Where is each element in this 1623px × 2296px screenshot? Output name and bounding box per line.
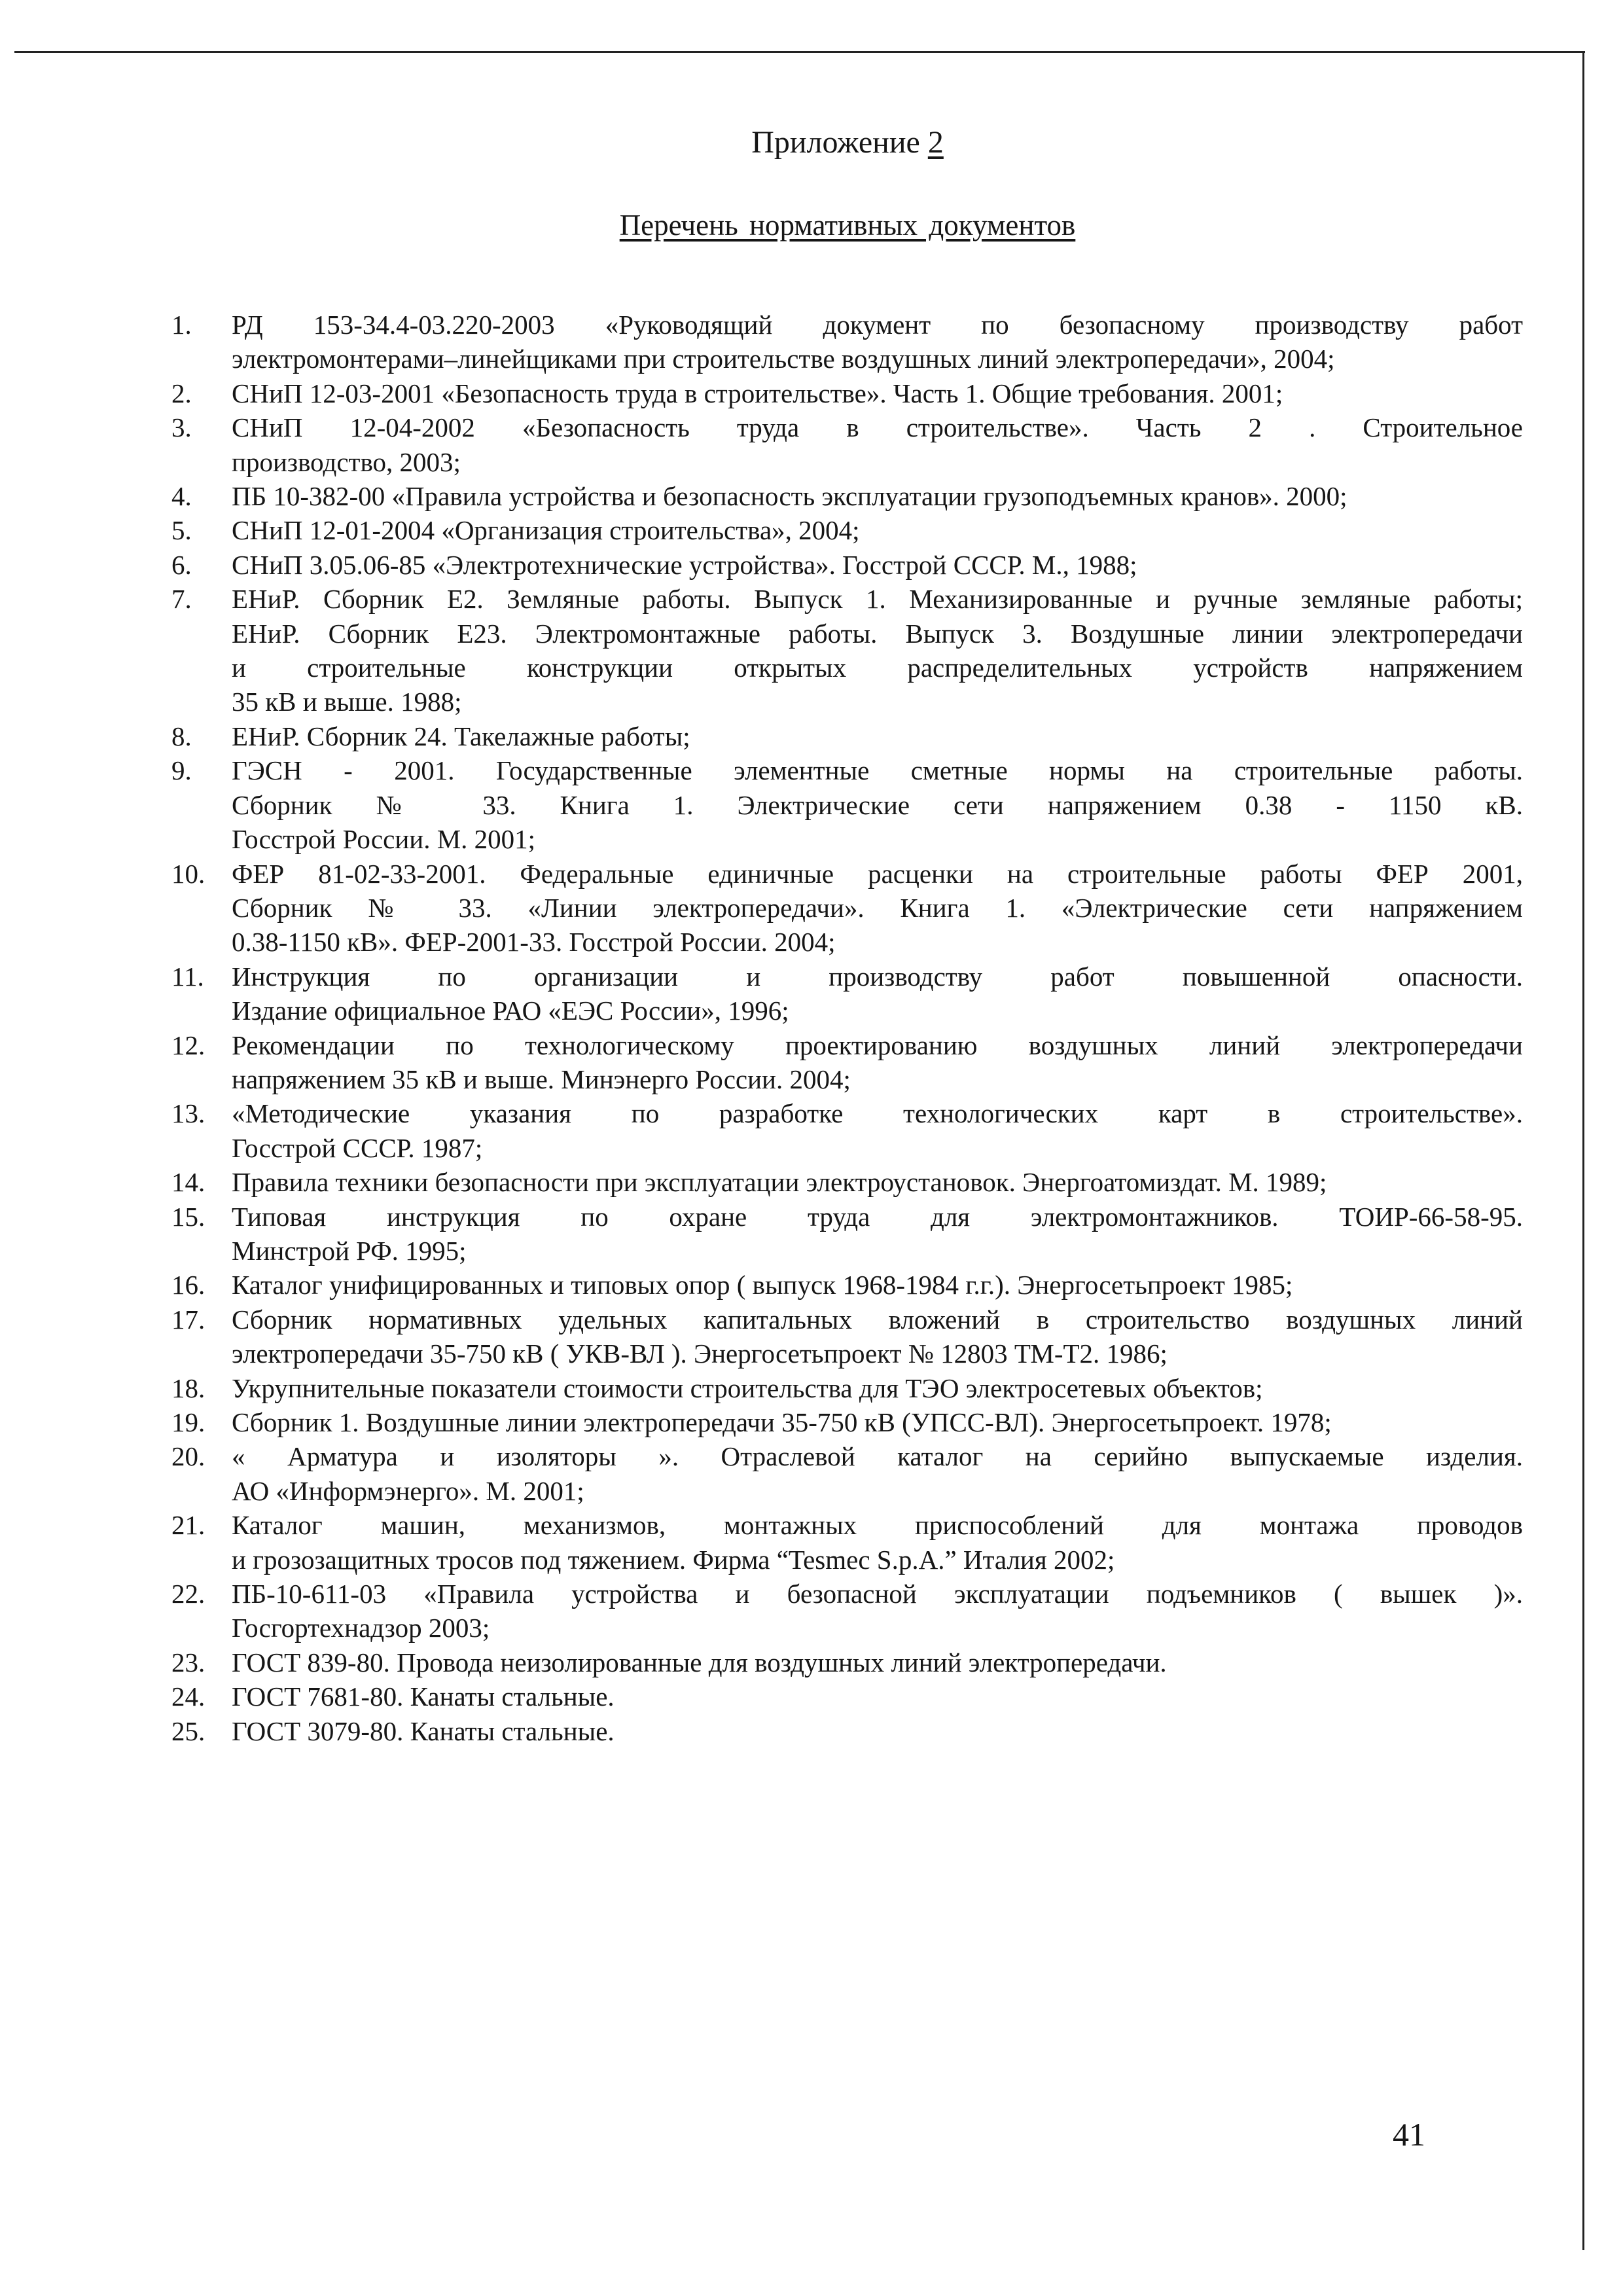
item-number: 3. — [171, 412, 192, 443]
item-text-line: ЕНиР. Сборник 24. Такелажные работы; — [232, 721, 690, 751]
item-text-line: Каталог машин, механизмов, монтажных приспособлений для монтажа проводов — [232, 1510, 1523, 1541]
item-text-line: ГОСТ 3079-80. Канаты стальные. — [232, 1715, 615, 1746]
top-border-line — [14, 51, 1585, 53]
item-text-line: Типовая инструкция по охране труда для электромонтажников. ТОИР-66-58-95. — [232, 1201, 1523, 1232]
item-text-line: Укрупнительные показатели стоимости строительства для ТЭО электросетевых объектов; — [232, 1372, 1263, 1403]
item-text-line: ГОСТ 839-80. Провода неизолированные для воздушных линий электропередачи. — [232, 1647, 1167, 1677]
item-text-line: Рекомендации по технологическому проектированию воздушных линий электропередачи — [232, 1030, 1523, 1060]
item-number: 23. — [171, 1647, 205, 1677]
list-item — [171, 1200, 1523, 1268]
item-text-line: и грозозащитных тросов под тяжением. Фирма “Tesmec S.p.A.” Италия 2002; — [232, 1544, 1115, 1575]
item-text-line: « Арматура и изоляторы ». Отраслевой каталог на серийно выпускаемые изделия. — [232, 1441, 1523, 1472]
list-item — [171, 410, 1523, 479]
item-number: 2. — [171, 378, 192, 408]
list-item — [171, 376, 1523, 410]
item-text-line: ПБ-10-611-03 «Правила устройства и безопасной эксплуатации подъемников ( вышек )». — [232, 1579, 1523, 1609]
item-number: 22. — [171, 1579, 205, 1609]
item-text-line: Минстрой РФ. 1995; — [232, 1235, 467, 1266]
appendix-heading — [0, 124, 1623, 160]
item-text-line: 35 кВ и выше. 1988; — [232, 687, 462, 717]
list-item — [171, 1165, 1523, 1199]
item-text-line: Госгортехнадзор 2003; — [232, 1613, 490, 1643]
list-item — [171, 1302, 1523, 1371]
item-number: 9. — [171, 755, 192, 786]
list-item — [171, 582, 1523, 719]
item-text-line: ГОСТ 7681-80. Канаты стальные. — [232, 1681, 615, 1712]
item-number: 20. — [171, 1441, 205, 1472]
item-number: 11. — [171, 961, 204, 992]
item-number: 18. — [171, 1372, 205, 1403]
item-text-line: Издание официальное РАО «ЕЭС России», 1996; — [232, 996, 789, 1026]
item-text-line: Правила техники безопасности при эксплуатации электроустановок. Энергоатомиздат. М. 1989; — [232, 1167, 1327, 1198]
item-number: 15. — [171, 1201, 205, 1232]
item-text-line: электромонтерами–линейщиками при строительстве воздушных линий электропередачи», 2004; — [232, 344, 1335, 374]
item-text-line: Госстрой СССР. 1987; — [232, 1132, 483, 1163]
item-text-line: «Методические указания по разработке технологических карт в строительстве». — [232, 1098, 1523, 1129]
item-number: 14. — [171, 1167, 205, 1198]
item-text-line: Сборник № 33. «Линии электропередачи». Книга 1. «Электрические сети напряжением — [232, 892, 1523, 923]
list-item — [171, 1371, 1523, 1405]
appendix-number: 2 — [927, 125, 944, 160]
list-item — [171, 719, 1523, 753]
item-text-line: СНиП 12-01-2004 «Организация строительства», 2004; — [232, 515, 860, 546]
item-text-line: электропередачи 35-750 кВ ( УКВ-ВЛ ). Энергосетьпроект № 12803 ТМ-Т2. 1986; — [232, 1338, 1168, 1369]
item-number: 19. — [171, 1407, 205, 1437]
item-number: 10. — [171, 858, 205, 889]
list-item — [171, 1577, 1523, 1645]
item-number: 24. — [171, 1681, 205, 1712]
list-item — [171, 1096, 1523, 1165]
item-number: 17. — [171, 1304, 205, 1335]
item-number: 13. — [171, 1098, 205, 1129]
list-item — [171, 548, 1523, 582]
list-item — [171, 1679, 1523, 1713]
document-title: Перечень нормативных документов — [619, 209, 1076, 242]
item-number: 1. — [171, 310, 192, 340]
regulatory-documents-list — [171, 308, 1523, 1748]
item-text-line: 0.38-1150 кВ». ФЕР-2001-33. Госстрой России. 2004; — [232, 927, 836, 958]
list-item — [171, 1439, 1523, 1508]
item-text-line: АО «Информэнерго». М. 2001; — [232, 1475, 584, 1506]
item-text-line: Каталог унифицированных и типовых опор ( выпуск 1968-1984 г.г.). Энергосетьпроект 1985; — [232, 1270, 1293, 1300]
item-text-line: ГЭСН - 2001. Государственные элементные сметные нормы на строительные работы. — [232, 755, 1523, 786]
item-text-line: и строительные конструкции открытых распределительных устройств напряжением — [232, 653, 1523, 683]
right-border-line — [1582, 51, 1584, 2250]
list-item — [171, 1405, 1523, 1439]
item-number: 25. — [171, 1715, 205, 1746]
list-item — [171, 753, 1523, 856]
item-text-line: ФЕР 81-02-33-2001. Федеральные единичные расценки на строительные работы ФЕР 2001, — [232, 858, 1523, 889]
item-number: 16. — [171, 1270, 205, 1300]
list-item — [171, 308, 1523, 376]
item-text-line: СНиП 3.05.06-85 «Электротехнические устройства». Госстрой СССР. М., 1988; — [232, 549, 1137, 580]
item-number: 12. — [171, 1030, 205, 1060]
list-item — [171, 479, 1523, 513]
item-text-line: РД 153-34.4-03.220-2003 «Руководящий документ по безопасному производству работ — [232, 310, 1523, 340]
list-item — [171, 1028, 1523, 1097]
item-text-line: ПБ 10-382-00 «Правила устройства и безопасность эксплуатации грузоподъемных кранов». 2000; — [232, 481, 1347, 512]
list-item — [171, 1268, 1523, 1302]
item-text-line: Госстрой России. М. 2001; — [232, 824, 536, 855]
item-text-line: ЕНиР. Сборник Е23. Электромонтажные работы. Выпуск 3. Воздушные линии электропередачи — [232, 618, 1523, 649]
item-text-line: ЕНиР. Сборник Е2. Земляные работы. Выпуск 1. Механизированные и ручные земляные работы; — [232, 584, 1523, 615]
item-number: 5. — [171, 515, 192, 546]
item-text-line: производство, 2003; — [232, 446, 461, 477]
item-text-line: Сборник нормативных удельных капитальных вложений в строительство воздушных линий — [232, 1304, 1523, 1335]
page-number: 41 — [1393, 2116, 1425, 2153]
item-text-line: СНиП 12-03-2001 «Безопасность труда в строительстве». Часть 1. Общие требования. 2001; — [232, 378, 1283, 408]
item-text-line: напряжением 35 кВ и выше. Минэнерго России. 2004; — [232, 1064, 851, 1094]
item-number: 8. — [171, 721, 192, 751]
item-number: 21. — [171, 1510, 205, 1541]
list-item — [171, 960, 1523, 1028]
appendix-label: Приложение — [751, 125, 920, 160]
list-item — [171, 1645, 1523, 1679]
item-text-line: Сборник № 33. Книга 1. Электрические сети напряжением 0.38 - 1150 кВ. — [232, 789, 1523, 820]
list-item — [171, 857, 1523, 960]
item-text-line: СНиП 12-04-2002 «Безопасность труда в строительстве». Часть 2 . Строительное — [232, 412, 1523, 443]
item-number: 7. — [171, 584, 192, 615]
item-text-line: Сборник 1. Воздушные линии электропередачи 35-750 кВ (УПСС-ВЛ). Энергосетьпроект. 1978; — [232, 1407, 1332, 1437]
item-number: 4. — [171, 481, 192, 512]
list-item — [171, 1714, 1523, 1748]
list-item — [171, 513, 1523, 547]
item-text-line: Инструкция по организации и производству работ повышенной опасности. — [232, 961, 1523, 992]
item-number: 6. — [171, 549, 192, 580]
list-item — [171, 1508, 1523, 1577]
